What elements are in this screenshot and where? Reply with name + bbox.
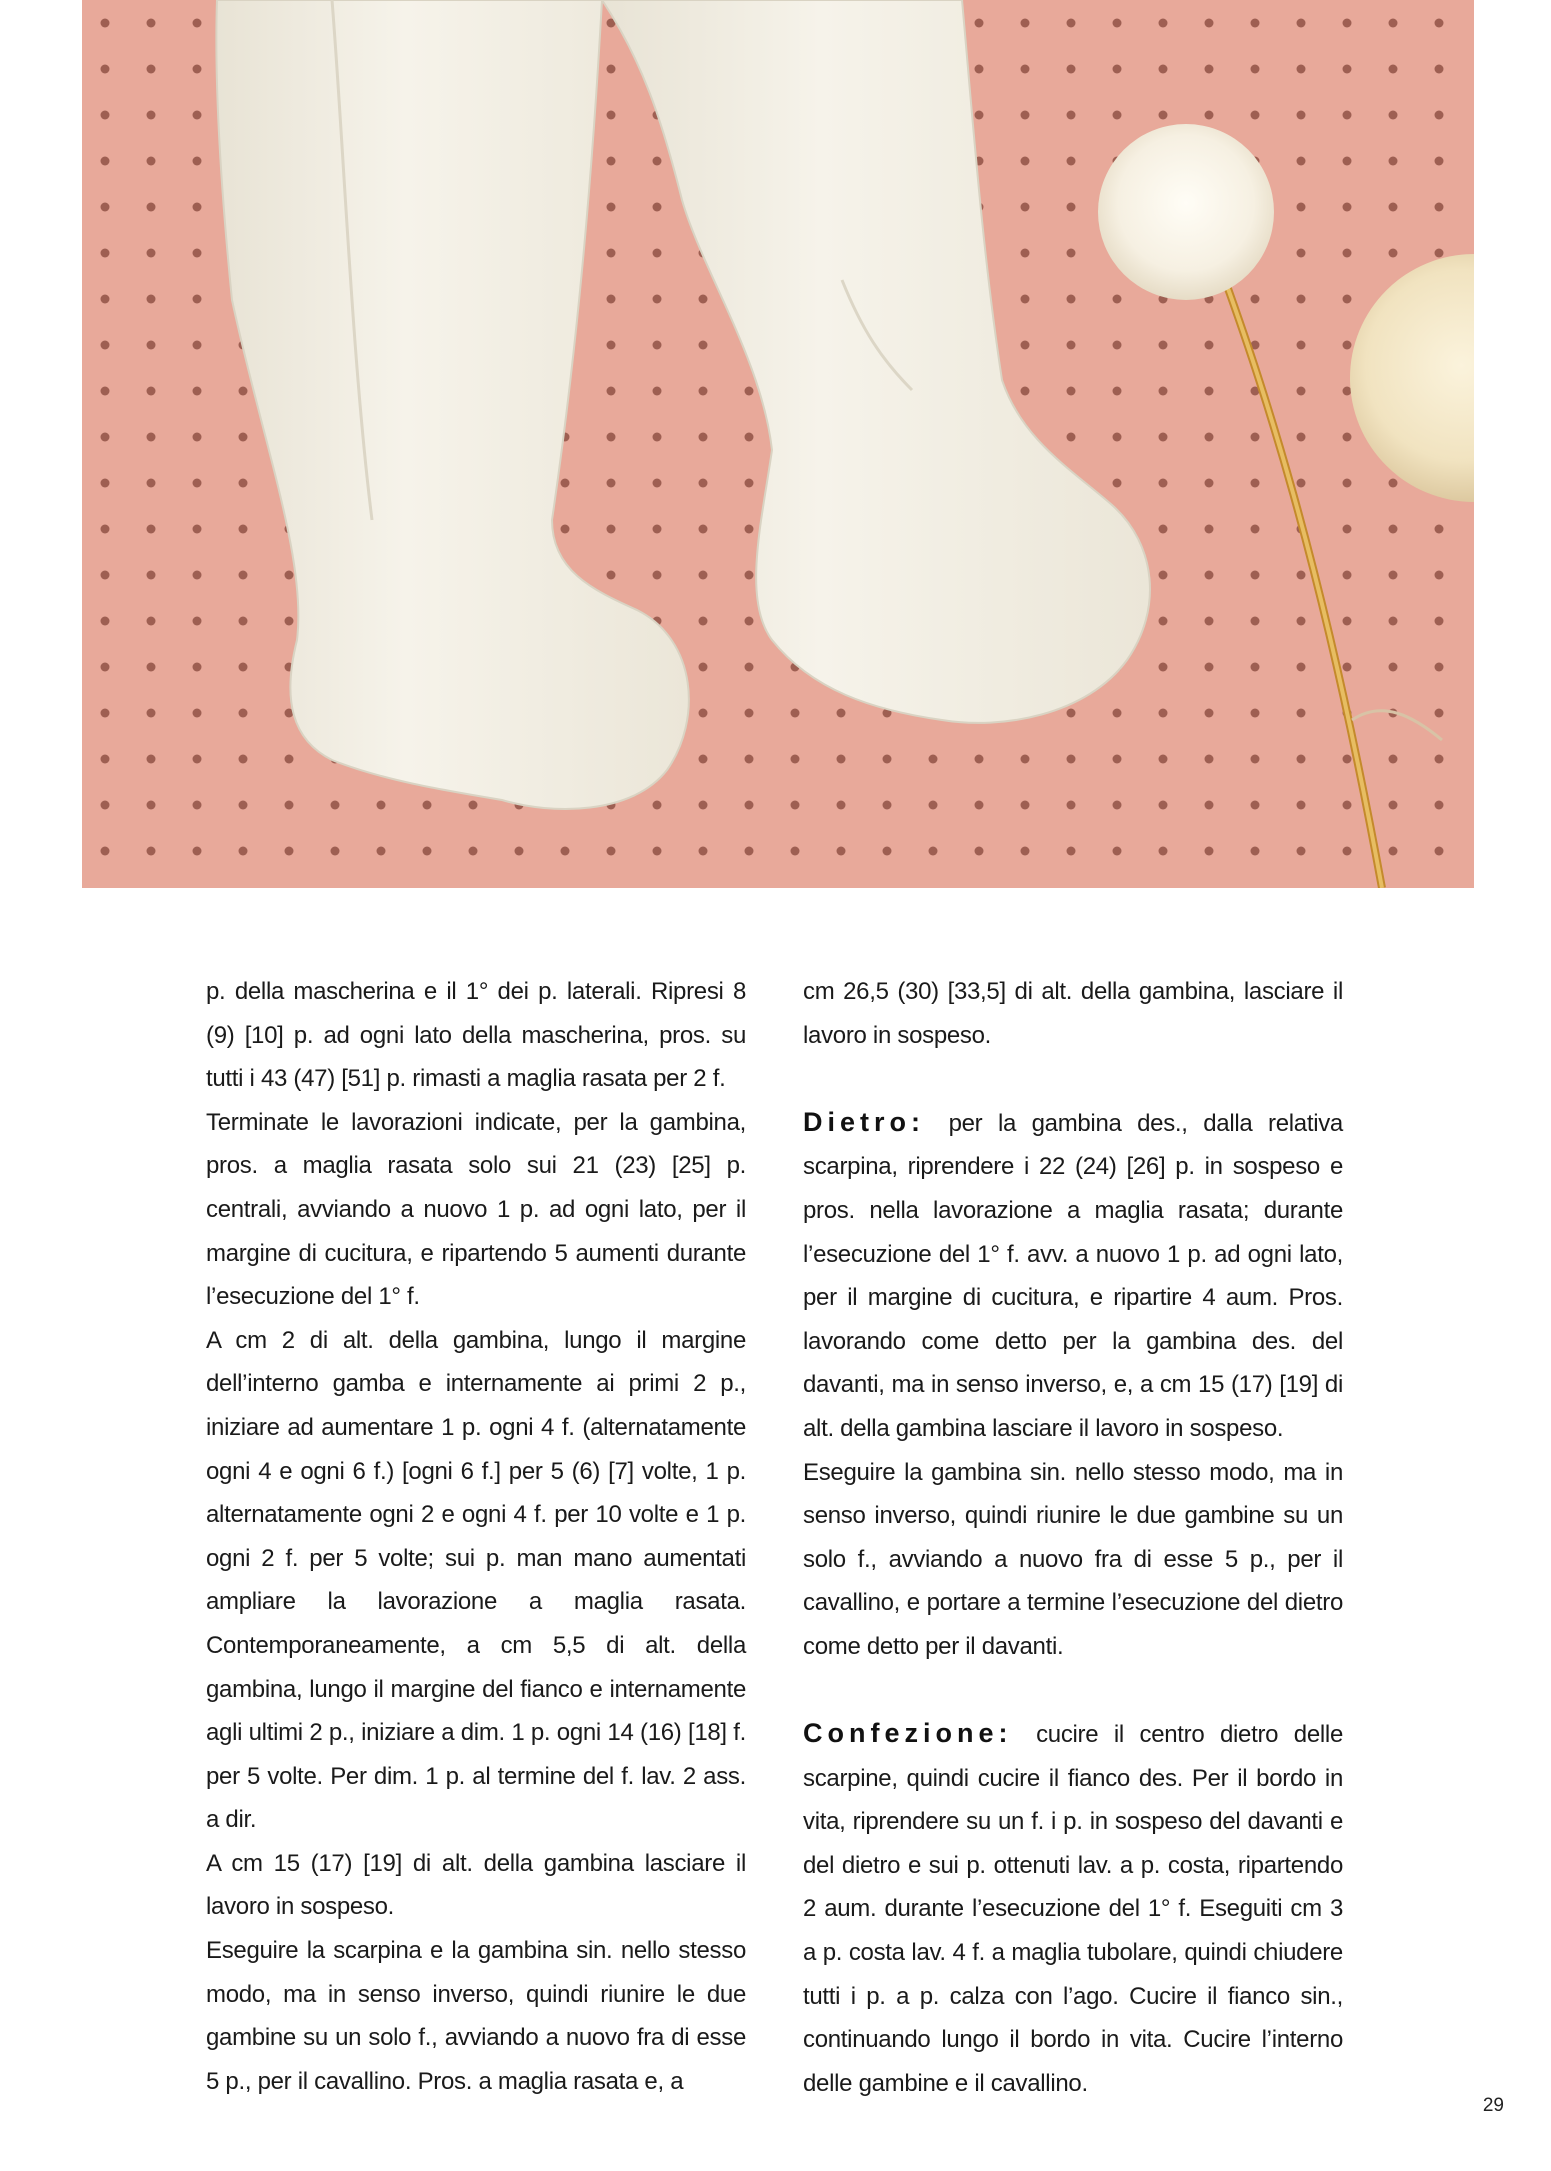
dietro-paragraph-2: Eseguire la gambina sin. nello stesso modo, ma in senso inverso, quindi riunire le due gambine su un solo f., avviando a nuovo fra di esse 5 p., per il cavallino, e portare a termine l’esecuzione del dietro come detto per il davanti. [803, 1458, 1343, 1660]
page-number: 29 [1482, 2095, 1504, 2116]
right-paragraph-1: cm 26,5 (30) [33,5] di alt. della gambina, lasciare il lavoro in sospeso. [803, 978, 1343, 1049]
confezione-text: cucire il centro dietro delle scarpine, quindi cucire il fianco des. Per il bordo in vita, riprendere su un f. i p. in sospeso del davanti e del dietro e sui p. ottenuti lav. a p. costa, ripartendo 2 aum. durante l’esecuzione del 1° f. Eseguiti cm 3 a p. costa lav. 4 f. a maglia tubolare, quindi chiudere tutti i p. a p. calza con l’ago. Cucire il fianco sin., continuando lungo il bordo in vita. Cucire l’interno delle gambine e il cavallino. [803, 1721, 1343, 2097]
dietro-heading: Dietro: [803, 1106, 925, 1137]
right-text-column [803, 970, 1343, 2105]
dietro-text: per la gambina des., dalla relativa scarpina, riprendere i 22 (24) [26] p. in sospeso e pros. nella lavorazione a maglia rasata; durante l’esecuzione del 1° f. avv. a nuovo 1 p. ad ogni lato, per il margine di cucitura, e ripartire 4 aum. Pros. lavorando come detto per la gambina des. del davanti, ma in senso inverso, e, a cm 15 (17) [19] di alt. della gambina lasciare il lavoro in sospeso. [803, 1109, 1343, 1442]
confezione-section [803, 1712, 1343, 2105]
left-paragraph-1: p. della mascherina e il 1° dei p. laterali. Ripresi 8 (9) [10] p. ad ogni lato della mascherina, pros. su tutti i 43 (47) [51] p. rimasti a maglia rasata per 2 f. [206, 978, 746, 1093]
left-text-column [206, 970, 746, 2103]
left-paragraph-5: Eseguire la scarpina e la gambina sin. nello stesso modo, ma in senso inverso, quindi riunire le due gambine su un solo f., avviando a nuovo fra di esse 5 p., per il cavallino. Pros. a maglia rasata e, a [206, 1937, 746, 2095]
left-paragraph-4: A cm 15 (17) [19] di alt. della gambina lasciare il lavoro in sospeso. [206, 1849, 746, 1921]
confezione-heading: Confezione: [803, 1718, 1013, 1749]
spacer [803, 1057, 1343, 1101]
left-paragraph-2: Terminate le lavorazioni indicate, per la gambina, pros. a maglia rasata solo sui 21 (23) [25] p. centrali, avviando a nuovo 1 p. ad ogni lato, per il margine di cucitura, e ripartendo 5 aumenti durante l’esecuzione del 1° f. [206, 1108, 746, 1311]
knitted-footed-pants-illustration [82, 0, 1474, 888]
hero-photo [82, 0, 1474, 888]
spacer [803, 1669, 1343, 1713]
left-paragraph-3: A cm 2 di alt. della gambina, lungo il margine dell’interno gamba e internamente ai primi 2 p., iniziare ad aumentare 1 p. ogni 4 f. (alternatamente ogni 4 e ogni 6 f.) [ogni 6 f.] per 5 (6) [7] volte, 1 p. alternatamente ogni 2 e ogni 4 f. per 10 volte e 1 p. ogni 2 f. per 5 volte; sui p. man mano aumentati ampliare la lavorazione a maglia rasata. Contemporaneamente, a cm 5,5 di alt. della gambina, lungo il margine del fianco e internamente agli ultimi 2 p., iniziare a dim. 1 p. ogni 14 (16) [18] f. per 5 volte. Per dim. 1 p. al termine del f. lav. 2 ass. a dir. [206, 1326, 746, 1834]
white-pompom [1098, 124, 1274, 300]
dietro-section [803, 1101, 1343, 1451]
